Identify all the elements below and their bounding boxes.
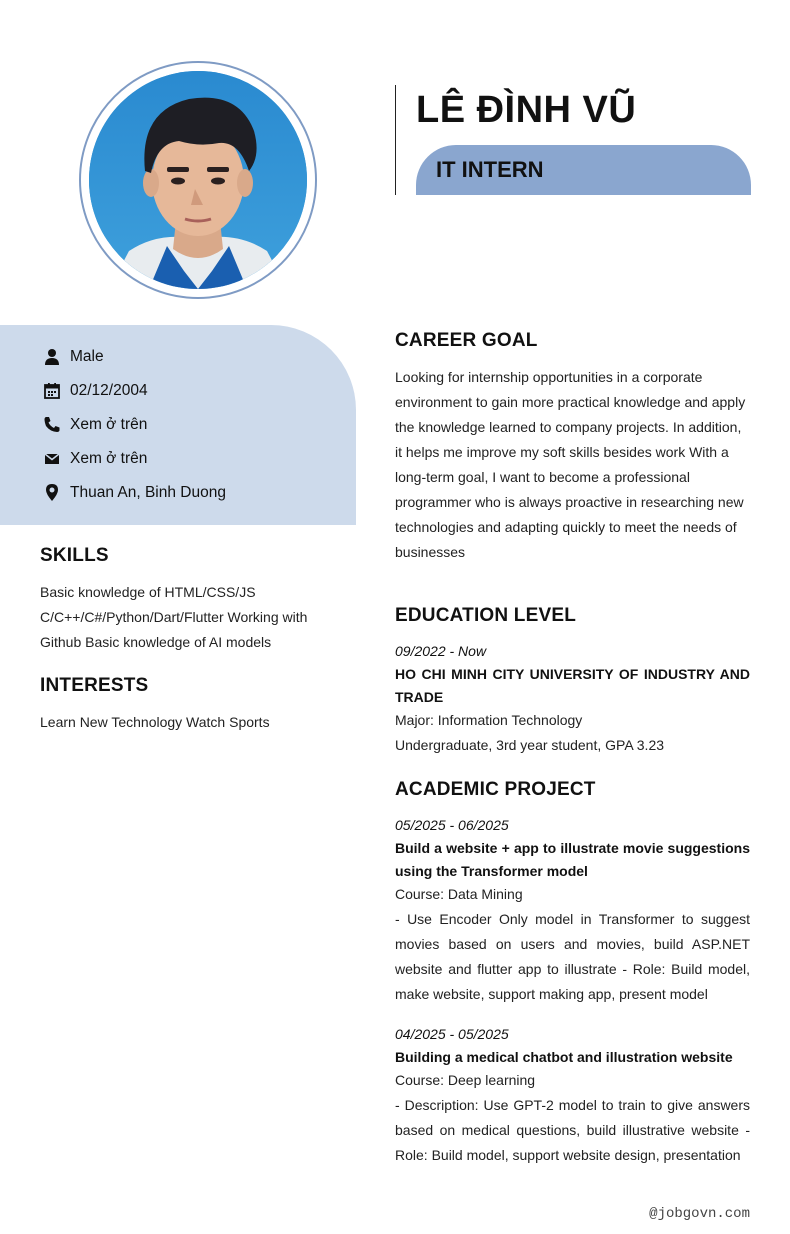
contact-text: Thuan An, Binh Duong <box>70 484 226 501</box>
avatar <box>89 71 307 289</box>
projects-heading: ACADEMIC PROJECT <box>395 779 596 800</box>
full-name: LÊ ĐÌNH VŨ <box>416 89 637 131</box>
skills-text: Basic knowledge of HTML/CSS/JS C/C++/C#/Python/Dart/Flutter Working with Github Basic knowledge of AI models <box>40 584 308 650</box>
contact-panel <box>0 325 356 525</box>
interests-heading: INTERESTS <box>40 675 149 696</box>
avatar-frame <box>79 61 317 299</box>
education-major: Major: Information Technology <box>395 712 583 728</box>
contact-text: Xem ở trên <box>70 416 148 433</box>
project-date: 04/2025 - 05/2025 <box>395 1026 509 1042</box>
education-detail: Undergraduate, 3rd year student, GPA 3.23 <box>395 737 665 753</box>
role-banner <box>416 145 751 195</box>
location-pin-icon <box>40 481 64 505</box>
education-heading: EDUCATION LEVEL <box>395 605 577 626</box>
portrait-photo <box>89 71 307 289</box>
project-course: Course: Deep learning <box>395 1072 536 1088</box>
job-title: IT INTERN <box>436 157 544 182</box>
mail-icon <box>40 447 64 471</box>
phone-icon <box>40 413 64 437</box>
calendar-icon <box>40 379 64 403</box>
project-description: - Description: Use GPT-2 model to train to give answers based on medical questions, build illustrative website - Role: Build model, support website design, presentation <box>395 1097 750 1163</box>
contact-gender <box>40 345 104 369</box>
career-goal-text: Looking for internship opportunities in a corporate environment to gain more practical knowledge and apply the knowledge learned to company projects. In addition, it helps me improve my soft skills besides work With a long-term goal, I want to become a professional programmer who is always proactive in researching new technologies and adapting quickly to meet the needs of businesses <box>395 369 746 560</box>
contact-phone <box>40 413 147 437</box>
interests-text: Learn New Technology Watch Sports <box>40 714 270 730</box>
watermark: @jobgovn.com <box>649 1206 750 1222</box>
name-block <box>395 85 755 195</box>
contact-text: Male <box>70 348 104 365</box>
contact-text: Xem ở trên <box>70 450 148 467</box>
contact-email <box>40 447 147 471</box>
person-icon <box>40 345 64 369</box>
project-name: Building a medical chatbot and illustration website <box>395 1049 733 1065</box>
contact-birthday <box>40 379 148 403</box>
project-description: - Use Encoder Only model in Transformer to suggest movies based on users and movies, build ASP.NET website and flutter app to illustrate - Role: Build model, make website, support making app, present model <box>395 911 750 1002</box>
career-goal-heading: CAREER GOAL <box>395 330 538 351</box>
skills-heading: SKILLS <box>40 545 109 566</box>
education-date: 09/2022 - Now <box>395 643 487 659</box>
project-date: 05/2025 - 06/2025 <box>395 817 509 833</box>
contact-text: 02/12/2004 <box>70 382 148 399</box>
project-course: Course: Data Mining <box>395 886 523 902</box>
project-name: Build a website + app to illustrate movie suggestions using the Transformer model <box>395 840 750 879</box>
contact-location <box>40 481 226 505</box>
education-school: HO CHI MINH CITY UNIVERSITY OF INDUSTRY AND TRADE <box>395 666 750 705</box>
